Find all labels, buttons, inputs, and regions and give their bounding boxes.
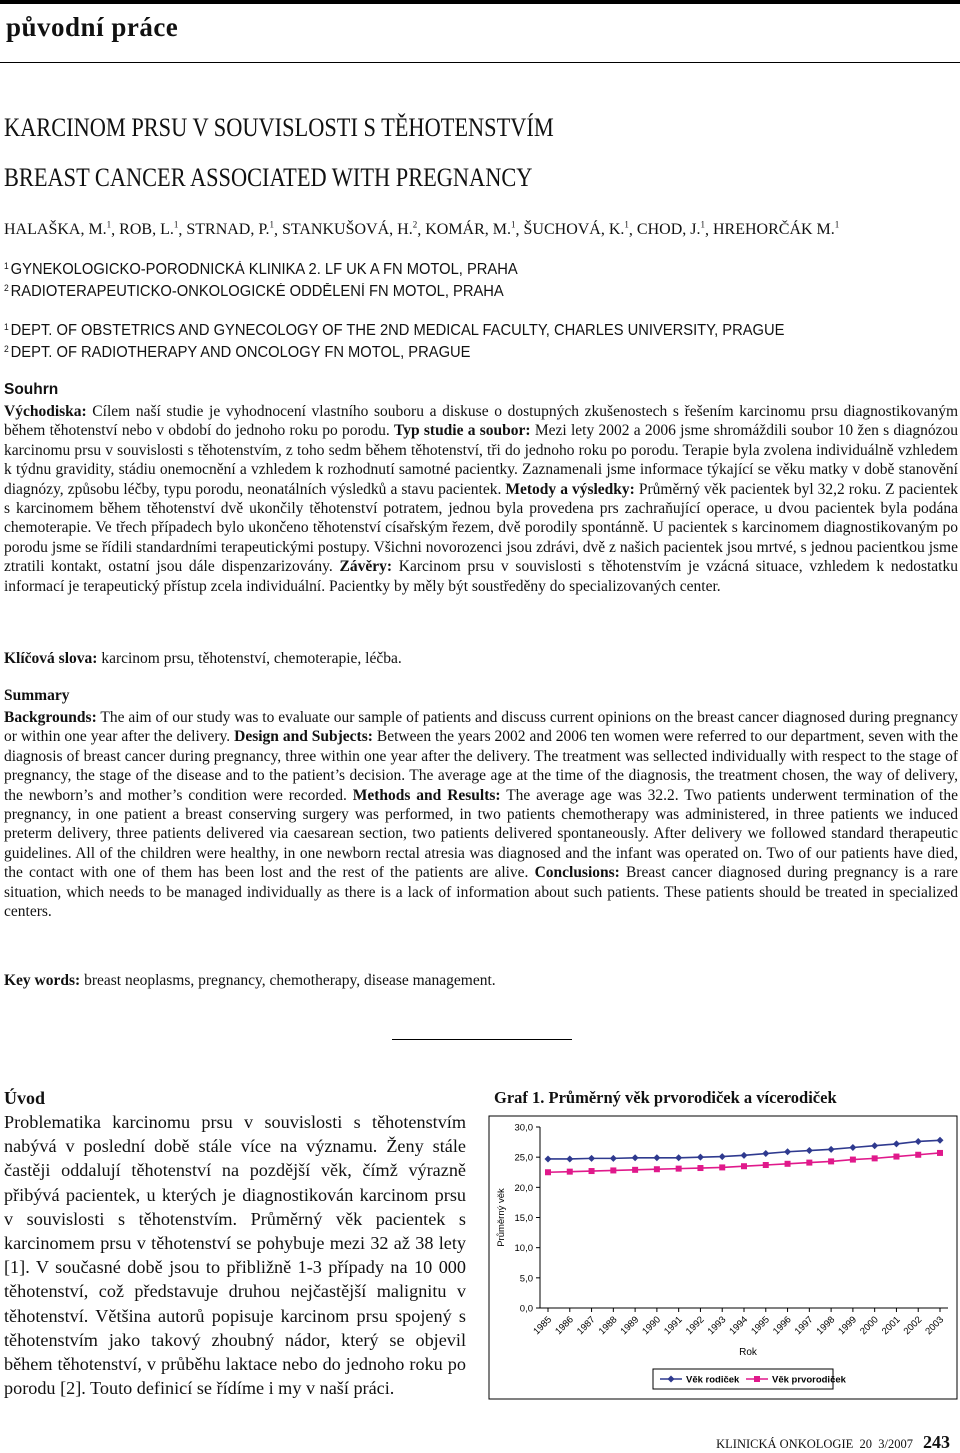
souhrn-methods-text: Průměrný věk pacientek byl 32,2 roku. Z pacientek s karcinomem během těhotenství dvě ukončily těhotenství potratem, jednou byla provedena prs zachraňující operace, u dvou pacientek byla podána chemoterapie. Ve třech případech bylo ukončeno těhotenství císařským řezem, dvě porodily spontánně. U pacientek s karcinomem diagnostikovaným po porodu jsme se řídili standardními terapeutickými postupy. Všichni novorozenci jsou zdrávi, dvě z našich pacientek jsou mrtvé, s jednou pacientkou jsme ztratili kontakt, ostatní jsou dále dispenzarizovány. [4, 480, 958, 576]
legend-marker [754, 1376, 760, 1382]
data-point [545, 1155, 552, 1162]
title-english: BREAST CANCER ASSOCIATED WITH PREGNANCY [4, 163, 533, 192]
summary-concl-label: Conclusions: [534, 864, 620, 882]
author-separator: , [273, 221, 282, 239]
y-tick-label: 5,0 [519, 1273, 533, 1285]
author-affiliation-number: 1 [106, 220, 112, 230]
data-point [850, 1157, 856, 1163]
footer-volume: 20 [859, 1437, 873, 1451]
affiliation-4: $^2$ DEPT. OF RADIOTHERAPY AND ONCOLOGY FN MOTOL, PRAGUE [4, 344, 471, 361]
data-point [719, 1153, 726, 1160]
data-point [588, 1155, 595, 1162]
author-separator: , [111, 221, 120, 239]
data-point [610, 1155, 617, 1162]
souhrn-bg-label: Východiska: [4, 403, 87, 420]
y-axis-label: Průměrný věk [496, 1188, 507, 1247]
data-point [915, 1152, 921, 1158]
data-point [871, 1142, 878, 1149]
souhrn-bg-text: Cílem naší studie je vyhodnocení vlastního souboru a diskuse o dostupných zkušenostech s řešením karcinomu prsu diagnostikovaným během těhotenství nebo v období do jednoho roku po porodu. [4, 403, 958, 440]
x-tick-label: 1994 [727, 1314, 751, 1338]
author: STANKUŠOVÁ, H.$^2$ [281, 220, 418, 239]
data-point [893, 1140, 900, 1147]
affiliation-1: $^1$ GYNEKOLOGICKO-PORODNICKÁ KLINIKA 2. LF UK A FN MOTOL, PRAHA [4, 261, 518, 278]
data-point [741, 1163, 747, 1169]
summary-design-text: Between the years 2002 and 2006 ten women were referred to our department, seven with the diagnosis of breast cancer during pregnancy, three within one year after the delivery. The treatment was sellected individually with respect to the stage of pregnancy, the stage of the disease and to the patient’s decision. The average age at the time of the diagnosis, the treatment chosen, the way of delivery, the newborn’s and mother’s condition were recorded. [4, 728, 958, 804]
age-line-chart [488, 1115, 958, 1400]
klicova-slova [4, 650, 402, 668]
data-point [763, 1162, 769, 1168]
data-point [697, 1154, 704, 1161]
y-tick-label: 0,0 [519, 1303, 533, 1315]
data-point [784, 1148, 791, 1155]
summary-bg-label: Backgrounds: [4, 709, 97, 726]
x-tick-label: 2001 [879, 1314, 903, 1338]
souhrn-heading: Souhrn [4, 381, 59, 398]
x-tick-label: 1986 [553, 1314, 576, 1338]
chart-title: Graf 1. Průměrný věk prvorodiček a vícerodiček [494, 1088, 837, 1107]
data-point [589, 1168, 595, 1174]
x-tick-label: 1988 [596, 1314, 620, 1338]
data-point [893, 1154, 899, 1160]
summary-concl-text: Breast cancer diagnosed during pregnancy is a rare situation, which needs to be managed individually as there is a lack of information about such patients. These patients should be treated in specialized centers. [4, 864, 958, 921]
klicova-text: karcinom prsu, těhotenství, chemoterapie, léčba. [97, 650, 402, 667]
data-point [915, 1138, 922, 1145]
data-point [610, 1167, 616, 1173]
author-affiliation-number: 1 [269, 220, 274, 230]
data-point [654, 1166, 660, 1172]
x-tick-label: 1991 [662, 1314, 685, 1338]
author-separator: , [417, 221, 426, 239]
summary-bg-text: The aim of our study was to evaluate our sample of patients and discuss current opinions on the breast cancer diagnosed during pregnancy or within one year after the delivery. [4, 709, 958, 746]
author: ROB, L.$^1$ [119, 220, 179, 239]
legend-label: Věk rodiček [686, 1374, 740, 1386]
data-point [676, 1166, 682, 1172]
author: STRNAD, P.$^1$ [186, 220, 274, 239]
affiliation-3: $^1$ DEPT. OF OBSTETRICS AND GYNECOLOGY OF THE 2ND MEDICAL FACULTY, CHARLES UNIVERSITY, PRAGUE [4, 322, 785, 339]
summary-methods-text: The average age was 32.2. Two patients underwent termination of the pregnancy, in one patient a breast conserving surgery was performed, in two patients chemotherapy was administered, in three patients we induced preterm delivery, three patients delivered via caesarean section, two patients delivered spontaneously. After delivery we followed standard therapeutic guidelines. All of the children were healthy, in one newborn rectal atresia was diagnosed and the infant was operated on. Two of our patients have died, the contact with one of them has been lost and the rest of the patients are alive. [4, 786, 958, 882]
section-label: původní práce [6, 12, 179, 42]
author-separator: , [515, 221, 524, 239]
x-tick-label: 1989 [618, 1314, 642, 1338]
summary-heading: Summary [4, 687, 70, 704]
x-tick-label: 2002 [901, 1314, 925, 1338]
x-tick-label: 1985 [531, 1314, 555, 1338]
author: CHOD, J.$^1$ [636, 220, 705, 239]
data-point [806, 1160, 812, 1166]
data-point [828, 1146, 835, 1153]
affiliation-2: $^2$ RADIOTERAPEUTICKO-ONKOLOGICKÉ ODDĚLENÍ FN MOTOL, PRAHA [4, 283, 504, 300]
x-tick-label: 2003 [923, 1314, 947, 1338]
summary-abstract [4, 708, 958, 921]
y-tick-label: 15,0 [514, 1213, 533, 1224]
intro-text: Problematika karcinomu prsu v souvislosti s těhotenstvím nabývá v poslední době stále více na významu. Ženy stále častěji oddalují těhotenství na pozdější věk, čímž výrazně přibývá pacientek, u kterých je diagnostikován karcinom prsu v souvislosti s těhotenstvím. Průměrný věk pacientek s karcinomem prsu v těhotenství se pohybuje mezi 32 až 38 lety [1]. V současné době jsou to přibližně 1-3 případy na 10 000 těhotenství, což představuje druhou nejčastější malignitu v těhotenství. Většina autorů popisuje karcinom prsu spojený s těhotenstvím jako takový zhoubný nádor, který se objevil během těhotenství, v průběhu laktace nebo do jednoho roku po porodu [2]. Touto definicí se řídíme i my v naší práci. [4, 1112, 466, 1399]
footer-page-number: 243 [923, 1432, 950, 1452]
x-tick-label: 1987 [574, 1314, 598, 1338]
author-affiliation-number: 1 [624, 220, 629, 230]
author-affiliation-number: 1 [700, 220, 705, 230]
key-words-text: breast neoplasms, pregnancy, chemotherapy, disease management. [80, 972, 496, 989]
top-bar [0, 0, 960, 4]
x-tick-label: 1997 [792, 1314, 816, 1338]
x-tick-label: 1992 [683, 1314, 707, 1338]
data-point [785, 1161, 791, 1167]
summary-design-label: Design and Subjects: [234, 728, 373, 746]
data-point [567, 1169, 573, 1175]
key-words [4, 972, 496, 990]
data-point [675, 1154, 682, 1161]
author-separator: , [704, 221, 713, 239]
data-point [806, 1147, 813, 1154]
y-tick-label: 30,0 [514, 1122, 533, 1134]
y-tick-label: 20,0 [514, 1182, 533, 1194]
data-point [545, 1169, 551, 1175]
klicova-label: Klíčová slova: [4, 650, 98, 667]
data-point [719, 1164, 725, 1170]
key-words-label: Key words: [4, 972, 81, 989]
data-point [653, 1154, 660, 1161]
x-tick-label: 1998 [814, 1314, 838, 1338]
author-affiliation-number: 1 [511, 220, 516, 230]
x-axis-label: Rok [739, 1347, 757, 1358]
separator-rule [392, 1039, 572, 1040]
summary-methods-label: Methods and Results: [352, 786, 501, 804]
footer-issue: 3/2007 [878, 1437, 913, 1451]
author-affiliation-number: 2 [412, 220, 418, 230]
souhrn-methods-label: Metody a výsledky: [505, 480, 635, 498]
data-point [849, 1144, 856, 1151]
author: KOMÁR, M.$^1$ [425, 220, 516, 239]
y-tick-label: 10,0 [514, 1243, 533, 1255]
data-point [762, 1150, 769, 1157]
souhrn-design-label: Typ studie a soubor: [394, 422, 531, 440]
souhrn-design-text: Mezi lety 2002 a 2006 jsme shromáždili soubor 10 žen s diagnózou karcinomu prsu v souvislosti s těhotenstvím, z toho sedm během těhotenství, tři do jednoho roku po porodu. Terapie byla zvolena individuálně vzhledem k týdnu gravidity, stádiu onemocnění a vzhledem k rozhodnutí samotné pacientky. Zaznamenali jsme informace týkající se věku matky v době stanovění diagnózy, způsobu léčby, typu porodu, neonatálních výsledků a stavu pacientek. [4, 422, 958, 498]
x-tick-label: 1990 [640, 1314, 664, 1338]
author-list [4, 220, 839, 239]
data-point [828, 1158, 834, 1164]
souhrn-concl-text: Karcinom prsu v souvislosti s těhotenstvím je vzácná situace, vzhledem k nedostatku informací je terapeutický přístup zcela individuální. Pacientky by měly být soustředěny do specializovaných center. [4, 558, 958, 595]
y-tick-label: 25,0 [514, 1152, 533, 1164]
intro-heading: Úvod [4, 1088, 46, 1108]
author: HALAŠKA, M.$^1$ [4, 220, 112, 239]
x-tick-label: 2000 [858, 1314, 881, 1338]
legend-label: Věk prvorodiček [772, 1374, 846, 1386]
title-czech: KARCINOM PRSU V SOUVISLOSTI S TĚHOTENSTVÍM [4, 113, 554, 142]
x-tick-label: 1996 [770, 1314, 794, 1338]
footer-journal: KLINICKÁ ONKOLOGIE [716, 1437, 854, 1451]
x-tick-label: 1999 [836, 1314, 860, 1338]
author-separator: , [178, 221, 187, 239]
header-rule [0, 62, 960, 63]
x-tick-label: 1993 [705, 1314, 729, 1338]
author-separator: , [628, 221, 637, 239]
data-point [741, 1152, 748, 1159]
data-point [697, 1165, 703, 1171]
author-affiliation-number: 1 [173, 220, 179, 230]
data-point [632, 1167, 638, 1173]
souhrn-concl-label: Závěry: [339, 558, 393, 576]
data-point [937, 1137, 944, 1144]
data-point [632, 1154, 639, 1161]
souhrn-abstract [4, 402, 958, 596]
author: ŠUCHOVÁ, K.$^1$ [523, 220, 629, 239]
data-point [937, 1150, 943, 1156]
author: HREHORČÁK M.$^1$ [712, 220, 840, 239]
data-point [566, 1155, 573, 1162]
data-point [872, 1155, 878, 1161]
x-tick-label: 1995 [749, 1314, 772, 1338]
author-affiliation-number: 1 [834, 220, 840, 230]
